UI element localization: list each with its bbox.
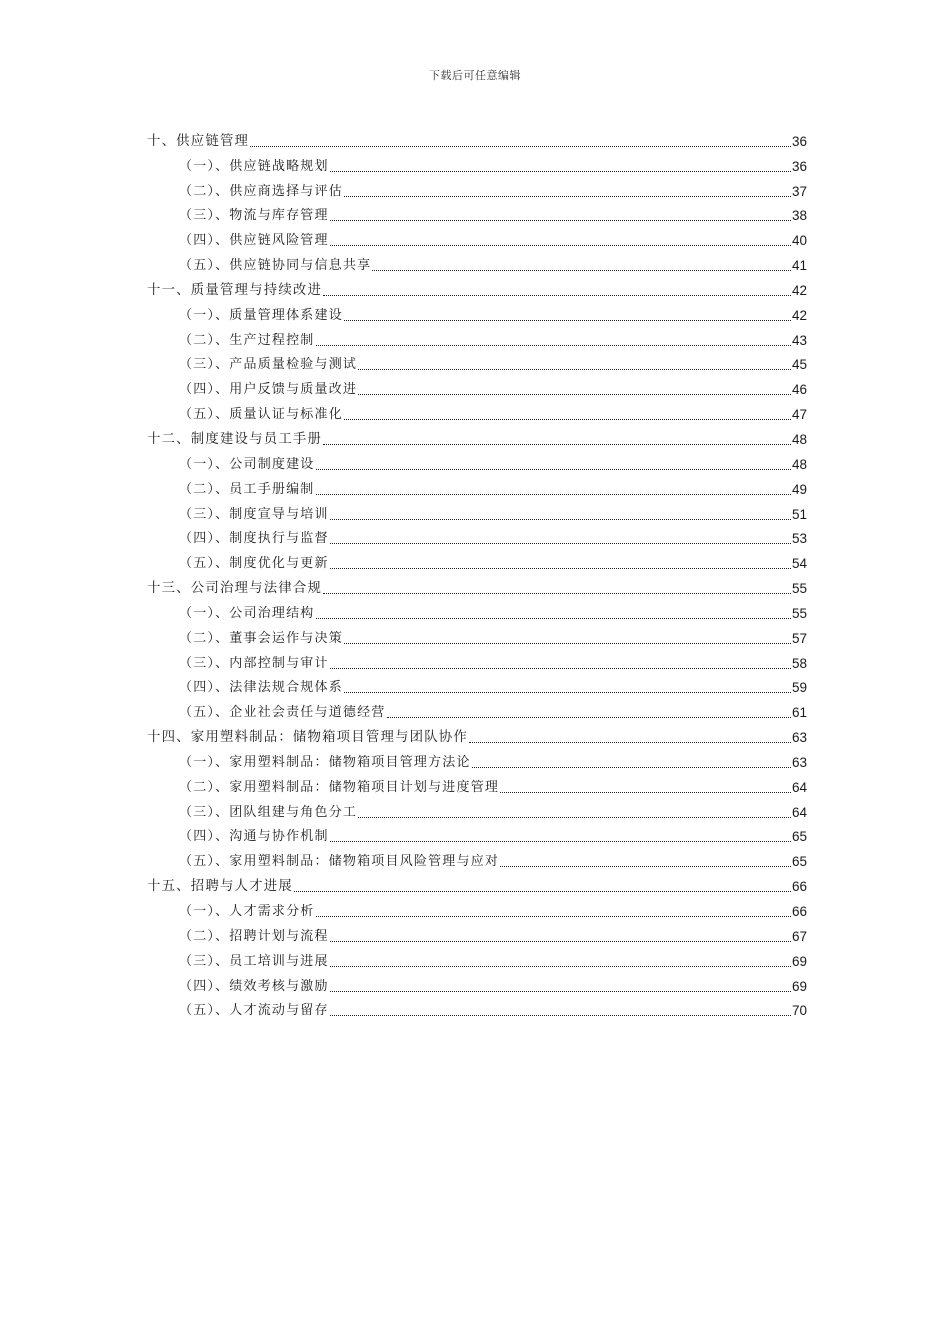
toc-section-entry[interactable] (147, 548, 807, 573)
toc-dot-leader (358, 817, 791, 818)
toc-page-number: 64 (791, 779, 807, 795)
toc-entry-title: 十一、质量管理与持续改进 (147, 282, 323, 298)
toc-section-entry[interactable] (147, 846, 807, 871)
toc-entry-title: （一）、供应链战略规划 (179, 158, 329, 174)
toc-chapter-entry[interactable] (147, 126, 807, 151)
toc-dot-leader (330, 991, 791, 992)
toc-entry-title: （一）、人才需求分析 (179, 904, 315, 919)
toc-page-number: 47 (791, 407, 807, 423)
toc-page-number: 38 (791, 208, 807, 224)
toc-page-number: 42 (791, 282, 807, 298)
toc-dot-leader (330, 941, 791, 942)
toc-entry-title: （三）、产品质量检验与测试 (179, 357, 358, 373)
toc-entry-title: 十四、家用塑料制品：储物箱项目管理与团队协作 (147, 730, 468, 746)
toc-section-entry[interactable] (147, 399, 807, 424)
toc-entry-title: 十二、制度建设与员工手册 (147, 431, 323, 447)
toc-page-number: 63 (791, 754, 807, 770)
toc-dot-leader (330, 668, 791, 669)
toc-dot-leader (469, 742, 791, 743)
toc-page-number: 36 (791, 158, 807, 174)
toc-entry-title: （四）、制度执行与监督 (179, 531, 329, 547)
toc-dot-leader (330, 519, 791, 520)
toc-entry-title: （三）、制度宣导与培训 (179, 506, 329, 522)
toc-entry-title: （二）、董事会运作与决策 (179, 630, 343, 646)
toc-page-number: 57 (791, 630, 807, 646)
toc-entry-title: （二）、家用塑料制品：储物箱项目计划与进度管理 (179, 779, 500, 795)
toc-section-entry[interactable] (147, 648, 807, 673)
toc-section-entry[interactable] (147, 350, 807, 375)
toc-dot-leader (323, 444, 791, 445)
toc-dot-leader (500, 792, 791, 793)
toc-page-number: 58 (791, 655, 807, 671)
toc-dot-leader (323, 295, 791, 296)
toc-entry-title: （四）、法律法规合规体系 (179, 680, 343, 696)
toc-dot-leader (387, 717, 791, 718)
toc-section-entry[interactable] (147, 697, 807, 722)
toc-page-number: 41 (791, 258, 807, 274)
toc-section-entry[interactable] (147, 996, 807, 1021)
toc-section-entry[interactable] (147, 524, 807, 549)
toc-section-entry[interactable] (147, 225, 807, 250)
toc-section-entry[interactable] (147, 946, 807, 971)
toc-dot-leader (344, 419, 791, 420)
toc-dot-leader (330, 841, 791, 842)
table-of-contents (147, 126, 807, 1020)
toc-dot-leader (472, 767, 791, 768)
toc-page-number: 48 (791, 456, 807, 472)
toc-entry-title: （二）、供应商选择与评估 (179, 183, 343, 199)
toc-page-number: 66 (791, 879, 807, 895)
toc-page-number: 66 (791, 904, 807, 919)
toc-entry-title: （一）、公司治理结构 (179, 605, 315, 621)
toc-dot-leader (344, 692, 791, 693)
toc-dot-leader (330, 966, 791, 967)
toc-section-entry[interactable] (147, 151, 807, 176)
toc-dot-leader (372, 270, 791, 271)
toc-dot-leader (330, 543, 791, 544)
toc-dot-leader (294, 891, 791, 892)
toc-entry-title: （一）、公司制度建设 (179, 456, 315, 472)
toc-page-number: 37 (791, 183, 807, 199)
toc-section-entry[interactable] (147, 325, 807, 350)
toc-entry-title: （一）、家用塑料制品：储物箱项目管理方法论 (179, 754, 471, 770)
toc-section-entry[interactable] (147, 747, 807, 772)
toc-page-number: 67 (791, 928, 807, 944)
toc-dot-leader (316, 618, 791, 619)
toc-chapter-entry[interactable] (147, 722, 807, 747)
toc-entry-title: （五）、供应链协同与信息共享 (179, 258, 372, 274)
toc-page-number: 55 (791, 605, 807, 621)
toc-section-entry[interactable] (147, 598, 807, 623)
toc-page-number: 65 (791, 854, 807, 870)
toc-dot-leader (358, 369, 791, 370)
toc-entry-title: 十五、招聘与人才进展 (147, 879, 293, 895)
toc-dot-leader (330, 1015, 791, 1016)
toc-page-number: 69 (791, 953, 807, 969)
toc-page-number: 61 (791, 705, 807, 721)
toc-dot-leader (323, 593, 791, 594)
toc-dot-leader (316, 345, 791, 346)
toc-dot-leader (316, 916, 791, 917)
toc-page-number: 65 (791, 829, 807, 845)
toc-entry-title: （五）、人才流动与留存 (179, 1003, 329, 1019)
toc-page-number: 49 (791, 481, 807, 497)
toc-chapter-entry[interactable] (147, 275, 807, 300)
toc-page-number: 51 (791, 506, 807, 522)
toc-section-entry[interactable] (147, 772, 807, 797)
toc-page-number: 53 (791, 531, 807, 547)
toc-entry-title: （五）、家用塑料制品：储物箱项目风险管理与应对 (179, 854, 500, 870)
toc-entry-title: （五）、企业社会责任与道德经营 (179, 705, 386, 721)
toc-section-entry[interactable] (147, 797, 807, 822)
toc-entry-title: （五）、制度优化与更新 (179, 556, 329, 572)
toc-chapter-entry[interactable] (147, 424, 807, 449)
toc-section-entry[interactable] (147, 499, 807, 524)
toc-dot-leader (316, 469, 791, 470)
toc-entry-title: （三）、内部控制与审计 (179, 655, 329, 671)
toc-entry-title: （二）、生产过程控制 (179, 332, 315, 348)
toc-entry-title: （二）、招聘计划与流程 (179, 928, 329, 944)
toc-dot-leader (330, 171, 791, 172)
toc-dot-leader (344, 320, 791, 321)
toc-entry-title: 十三、公司治理与法律合规 (147, 581, 323, 597)
toc-dot-leader (330, 245, 791, 246)
toc-section-entry[interactable] (147, 176, 807, 201)
toc-dot-leader (344, 643, 791, 644)
toc-entry-title: （四）、绩效考核与激励 (179, 978, 329, 994)
toc-section-entry[interactable] (147, 201, 807, 226)
toc-section-entry[interactable] (147, 822, 807, 847)
toc-page-number: 64 (791, 804, 807, 820)
toc-page-number: 48 (791, 431, 807, 447)
toc-entry-title: （二）、员工手册编制 (179, 481, 315, 497)
toc-dot-leader (250, 146, 791, 147)
toc-dot-leader (330, 568, 791, 569)
toc-entry-title: 十、供应链管理 (147, 133, 250, 149)
toc-section-entry[interactable] (147, 921, 807, 946)
toc-dot-leader (316, 494, 791, 495)
toc-entry-title: （四）、用户反馈与质量改进 (179, 382, 358, 398)
toc-page-number: 36 (791, 133, 807, 149)
toc-entry-title: （三）、团队组建与角色分工 (179, 804, 358, 820)
toc-page-number: 55 (791, 581, 807, 597)
toc-dot-leader (344, 196, 791, 197)
toc-entry-title: （一）、质量管理体系建设 (179, 307, 343, 323)
toc-entry-title: （三）、员工培训与进展 (179, 953, 329, 969)
toc-page-number: 46 (791, 382, 807, 398)
toc-page-number: 63 (791, 730, 807, 746)
toc-page-number: 54 (791, 556, 807, 572)
toc-chapter-entry[interactable] (147, 573, 807, 598)
toc-section-entry[interactable] (147, 673, 807, 698)
toc-page-number: 70 (791, 1003, 807, 1019)
toc-entry-title: （四）、沟通与协作机制 (179, 829, 329, 845)
toc-page-number: 42 (791, 307, 807, 323)
toc-page-number: 43 (791, 332, 807, 348)
toc-page-number: 45 (791, 357, 807, 373)
toc-page-number: 59 (791, 680, 807, 696)
toc-section-entry[interactable] (147, 449, 807, 474)
toc-section-entry[interactable] (147, 250, 807, 275)
toc-dot-leader (330, 220, 791, 221)
toc-section-entry[interactable] (147, 374, 807, 399)
toc-section-entry[interactable] (147, 623, 807, 648)
toc-page-number: 69 (791, 978, 807, 994)
toc-entry-title: （四）、供应链风险管理 (179, 233, 329, 249)
toc-section-entry[interactable] (147, 474, 807, 499)
toc-dot-leader (500, 866, 791, 867)
toc-section-entry[interactable] (147, 971, 807, 996)
toc-page-number: 40 (791, 233, 807, 249)
download-note: 下载后可任意编辑 (429, 69, 521, 82)
toc-section-entry[interactable] (147, 300, 807, 325)
toc-dot-leader (358, 394, 791, 395)
toc-section-entry[interactable] (147, 896, 807, 921)
toc-entry-title: （三）、物流与库存管理 (179, 208, 329, 224)
toc-chapter-entry[interactable] (147, 871, 807, 896)
toc-entry-title: （五）、质量认证与标准化 (179, 407, 343, 423)
